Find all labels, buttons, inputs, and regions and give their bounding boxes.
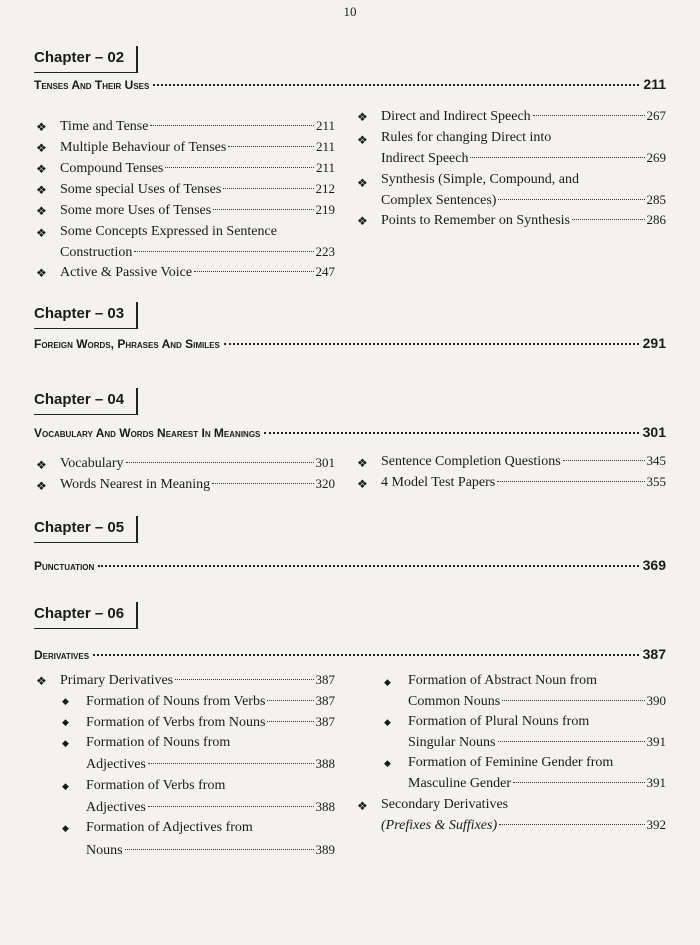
leader-dots <box>175 679 313 680</box>
entry-text: Masculine Gender <box>408 776 512 791</box>
leader-dots <box>194 271 313 272</box>
entry-text-line1: Formation of Abstract Noun from <box>408 673 597 688</box>
entry-text: Construction <box>60 245 133 260</box>
entry-text-line1: Formation of Feminine Gender from <box>408 755 614 770</box>
entry-text: Some more Uses of Tenses <box>60 203 212 218</box>
entry-page: 211 <box>315 160 335 175</box>
entry-page: 388 <box>315 799 335 814</box>
entry-text: Some special Uses of Tenses <box>60 182 222 197</box>
bullet-icon: ❖ <box>357 214 368 228</box>
entry-page: 389 <box>315 842 335 857</box>
leader-dots <box>153 84 639 86</box>
chapter-03-heading: Chapter – 03 <box>34 302 138 329</box>
entry-page: 267 <box>646 108 666 123</box>
toc-entry[interactable] <box>381 451 666 472</box>
leader-dots <box>264 432 638 434</box>
entry-text: Adjectives <box>86 757 146 772</box>
section-title: Foreign Words, Phrases And Similes <box>34 337 220 351</box>
section-page: 301 <box>642 424 666 440</box>
leader-dots <box>148 806 314 807</box>
chapter-02-heading: Chapter – 02 <box>34 46 138 73</box>
toc-entry[interactable] <box>408 732 666 753</box>
bullet-icon: ❖ <box>36 674 47 688</box>
toc-entry[interactable] <box>381 106 666 127</box>
entry-text-line1: Secondary Derivatives <box>381 797 509 812</box>
leader-dots <box>126 462 314 463</box>
sub-bullet-icon: ◆ <box>62 823 69 833</box>
toc-entry[interactable] <box>60 670 335 691</box>
entry-text-line1: Formation of Nouns from <box>86 735 231 750</box>
leader-dots <box>165 167 314 168</box>
entry-text-line1: Synthesis (Simple, Compound, and <box>381 172 579 187</box>
entry-text: Formation of Nouns from Verbs <box>86 694 266 709</box>
entry-text: Common Nouns <box>408 694 501 709</box>
bullet-icon: ❖ <box>357 456 368 470</box>
entry-text: Direct and Indirect Speech <box>381 109 531 124</box>
entry-page: 223 <box>315 244 335 259</box>
entry-text: Points to Remember on Synthesis <box>381 213 570 228</box>
toc-entry[interactable] <box>60 179 335 200</box>
leader-dots <box>499 824 644 825</box>
entry-text: Compound Tenses <box>60 161 164 176</box>
entry-page: 388 <box>315 756 335 771</box>
entry-text-line1: Rules for changing Direct into <box>381 130 552 145</box>
entry-page: 285 <box>646 192 666 207</box>
leader-dots <box>470 157 644 158</box>
bullet-icon: ❖ <box>36 162 47 176</box>
entry-page: 269 <box>646 150 666 165</box>
bullet-icon: ❖ <box>36 479 47 493</box>
toc-entry[interactable] <box>60 242 335 263</box>
chapter-06-heading: Chapter – 06 <box>34 602 138 629</box>
leader-dots <box>502 700 644 701</box>
leader-dots <box>533 115 645 116</box>
leader-dots <box>212 483 313 484</box>
toc-entry[interactable] <box>381 148 666 169</box>
entry-text: Sentence Completion Questions <box>381 454 561 469</box>
section-vocabulary[interactable] <box>34 424 666 440</box>
chapter-05-heading: Chapter – 05 <box>34 516 138 543</box>
bullet-icon: ❖ <box>36 183 47 197</box>
toc-entry[interactable] <box>60 474 335 495</box>
section-foreign-words[interactable] <box>34 335 666 351</box>
bullet-icon: ❖ <box>36 204 47 218</box>
entry-page: 301 <box>315 455 335 470</box>
bullet-icon: ❖ <box>357 799 368 813</box>
sub-bullet-icon: ◆ <box>62 696 69 706</box>
entry-text: Active & Passive Voice <box>60 265 193 280</box>
section-page: 211 <box>643 76 666 92</box>
chapter-04-heading: Chapter – 04 <box>34 388 138 415</box>
entry-text: (Prefixes & Suffixes) <box>381 818 498 833</box>
toc-entry[interactable] <box>381 815 666 836</box>
entry-text-line1: Formation of Adjectives from <box>86 820 253 835</box>
section-title: Punctuation <box>34 559 95 573</box>
sub-bullet-icon: ◆ <box>384 758 391 768</box>
leader-dots <box>498 199 644 200</box>
entry-page: 212 <box>315 181 335 196</box>
entry-text: Complex Sentences) <box>381 193 497 208</box>
leader-dots <box>93 654 639 656</box>
entry-text: Multiple Behaviour of Tenses <box>60 140 227 155</box>
leader-dots <box>224 343 639 345</box>
entry-page: 211 <box>315 139 335 154</box>
leader-dots <box>148 763 314 764</box>
entry-text-line1: Formation of Verbs from <box>86 778 226 793</box>
entry-text: Singular Nouns <box>408 735 496 750</box>
sub-bullet-icon: ◆ <box>62 738 69 748</box>
entry-page: 345 <box>646 453 666 468</box>
entry-text-line1: Formation of Plural Nouns from <box>408 714 590 729</box>
entry-text: Time and Tense <box>60 119 149 134</box>
entry-text: Indirect Speech <box>381 151 469 166</box>
entry-text: 4 Model Test Papers <box>381 475 496 490</box>
entry-page: 219 <box>315 202 335 217</box>
entry-page: 211 <box>315 118 335 133</box>
leader-dots <box>228 146 314 147</box>
sub-bullet-icon: ◆ <box>62 717 69 727</box>
entry-page: 391 <box>646 734 666 749</box>
toc-entry[interactable] <box>86 712 335 733</box>
entry-page: 286 <box>646 212 666 227</box>
leader-dots <box>150 125 314 126</box>
bullet-icon: ❖ <box>36 458 47 472</box>
toc-entry[interactable] <box>86 797 335 818</box>
section-punctuation[interactable] <box>34 557 666 573</box>
leader-dots <box>497 481 644 482</box>
leader-dots <box>125 849 314 850</box>
bullet-icon: ❖ <box>36 226 47 240</box>
entry-page: 320 <box>315 476 335 491</box>
section-tenses[interactable] <box>34 76 666 92</box>
section-title: Derivatives <box>34 648 90 662</box>
leader-dots <box>213 209 313 210</box>
bullet-icon: ❖ <box>357 133 368 147</box>
toc-entry[interactable] <box>60 158 335 179</box>
entry-page: 387 <box>315 714 335 729</box>
bullet-icon: ❖ <box>357 477 368 491</box>
section-derivatives[interactable] <box>34 646 666 662</box>
leader-dots <box>572 219 645 220</box>
bullet-icon: ❖ <box>36 141 47 155</box>
entry-page: 247 <box>315 264 335 279</box>
page-number: 10 <box>343 4 357 19</box>
toc-entry[interactable] <box>381 472 666 493</box>
leader-dots <box>223 188 313 189</box>
entry-page: 355 <box>646 474 666 489</box>
bullet-icon: ❖ <box>357 176 368 190</box>
toc-entry[interactable] <box>86 754 335 775</box>
sub-bullet-icon: ◆ <box>62 781 69 791</box>
section-title: Vocabulary And Words Nearest In Meanings <box>34 426 261 440</box>
entry-text-line1: Some Concepts Expressed in Sentence <box>60 224 277 239</box>
toc-entry[interactable] <box>408 773 666 794</box>
section-page: 369 <box>642 557 666 573</box>
entry-page: 387 <box>315 672 335 687</box>
toc-entry[interactable] <box>86 691 335 712</box>
toc-entry[interactable] <box>408 691 666 712</box>
entry-page: 390 <box>646 693 666 708</box>
toc-entry[interactable] <box>86 840 335 861</box>
toc-entry[interactable] <box>381 210 666 231</box>
leader-dots <box>134 251 313 252</box>
leader-dots <box>98 565 638 567</box>
leader-dots <box>267 700 313 701</box>
entry-text: Adjectives <box>86 800 146 815</box>
entry-text: Nouns <box>86 843 123 858</box>
entry-text: Vocabulary <box>60 456 124 471</box>
entry-text: Words Nearest in Meaning <box>60 477 211 492</box>
entry-page: 387 <box>315 693 335 708</box>
bullet-icon: ❖ <box>36 266 47 280</box>
toc-entry[interactable] <box>381 190 666 211</box>
toc-entry[interactable] <box>60 453 335 474</box>
entry-text: Formation of Verbs from Nouns <box>86 715 266 730</box>
toc-entry[interactable] <box>60 116 335 137</box>
section-title: Tenses And Their Uses <box>34 78 150 92</box>
section-page: 387 <box>642 646 666 662</box>
toc-entry[interactable] <box>60 262 335 283</box>
leader-dots <box>563 460 645 461</box>
leader-dots <box>267 721 313 722</box>
sub-bullet-icon: ◆ <box>384 717 391 727</box>
leader-dots <box>513 782 644 783</box>
bullet-icon: ❖ <box>36 120 47 134</box>
leader-dots <box>498 741 645 742</box>
entry-text: Primary Derivatives <box>60 673 174 688</box>
section-page: 291 <box>642 335 666 351</box>
entry-page: 391 <box>646 775 666 790</box>
toc-entry[interactable] <box>60 137 335 158</box>
entry-page: 392 <box>646 817 666 832</box>
bullet-icon: ❖ <box>357 110 368 124</box>
sub-bullet-icon: ◆ <box>384 677 391 687</box>
toc-entry[interactable] <box>60 200 335 221</box>
